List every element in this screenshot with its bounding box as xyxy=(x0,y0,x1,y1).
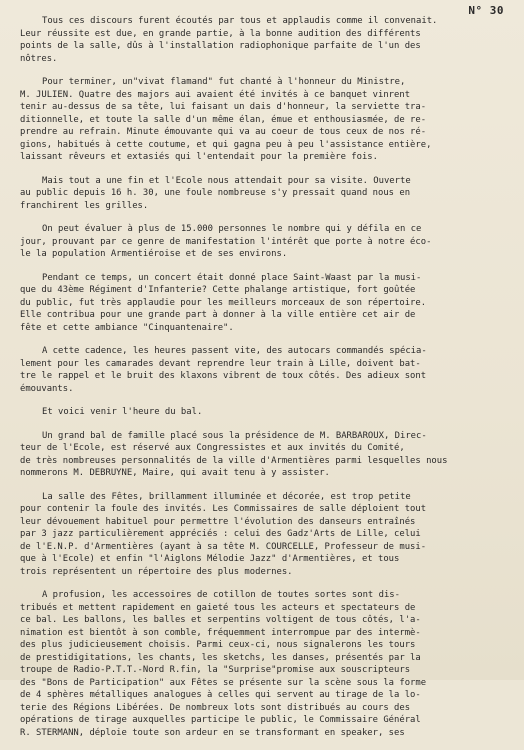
paragraph xyxy=(20,175,514,213)
paragraph xyxy=(20,345,514,395)
paragraph xyxy=(20,272,514,335)
text-line: Un grand bal de famille placé sous la présidence de M. BARBAROUX, Direc- xyxy=(42,430,427,441)
text-line: fête et cette ambiance "Cinquantenaire". xyxy=(20,322,234,333)
paragraph xyxy=(20,430,514,480)
text-line: gions, habitués à cette coutume, et qui gagna peu à peu l'assistance entière, xyxy=(20,139,432,150)
text-line: nôtres. xyxy=(20,53,58,64)
text-line: de très nombreuses personnalités de la ville d'Armentières parmi lesquelles nous xyxy=(20,455,448,466)
text-line: par 3 jazz particulièrement appréciés : celui des Gadz'Arts de Lille, celui xyxy=(20,529,421,539)
text-line: points de la salle, dûs à l'installation radiophonique parfaite de l'un des xyxy=(20,41,421,51)
paragraph xyxy=(20,589,514,739)
text-line: A cette cadence, les heures passent vite, des autocars commandés spécia- xyxy=(42,346,427,356)
text-line: opérations de tirage auxquelles participe le public, le Commissaire Général xyxy=(20,715,421,725)
text-line: Mais tout a une fin et l'Ecole nous attendait pour sa visite. Ouverte xyxy=(42,175,411,186)
text-line: prendre au refrain. Minute émouvante qui va au coeur de tous ceux de nos ré- xyxy=(20,127,427,137)
text-line: La salle des Fêtes, brillamment illuminée et décorée, est trop petite xyxy=(42,491,411,502)
text-line: pour contenir la foule des invités. Les Commissaires de salle déploient tout xyxy=(20,504,427,514)
text-line: A profusion, les accessoires de cotillon de toutes sortes sont dis- xyxy=(42,590,400,600)
body-text xyxy=(20,15,514,750)
paragraph xyxy=(20,76,514,164)
text-line: émouvants. xyxy=(20,383,74,394)
text-line: ditionnelle, et toute la salle d'un même élan, émue et enthousiasmée, de re- xyxy=(20,114,427,125)
text-line: troupe de Radio-P.T.T.-Nord R.fin, la "Surprise"promise aux souscripteurs xyxy=(20,665,411,675)
text-line: trois représentent un répertoire des plus modernes. xyxy=(20,566,293,577)
text-line: Elle contribua pour une grande part à donner à la ville entière cet air de xyxy=(20,310,416,320)
text-line: laissant rêveurs et extasiés qui l'entendait pour la première fois. xyxy=(20,152,378,162)
text-line: le la population Armentiéroise et de ses environs. xyxy=(20,249,288,259)
paragraph xyxy=(20,406,514,419)
text-line: Pour terminer, un"vivat flamand" fut chanté à l'honneur du Ministre, xyxy=(42,77,406,87)
text-line: On peut évaluer à plus de 15.000 personnes le nombre qui y défila en ce xyxy=(42,224,422,234)
text-line: teur de l'Ecole, est réservé aux Congressistes et aux invités du Comité, xyxy=(20,443,405,453)
text-line: leur dévouement habituel pour permettre l'évolution des danseurs entraînés xyxy=(20,516,416,527)
paragraph xyxy=(20,491,514,579)
text-line: des "Bons de Participation" aux Fêtes se présente sur la scène sous la forme xyxy=(20,677,427,688)
text-line: R. STERMANN, déploie toute son ardeur en se transformant en speaker, ses xyxy=(20,727,405,738)
text-line: nommerons M. DEBRUYNE, Maire, qui avait tenu à y assister. xyxy=(20,468,330,478)
text-line: Tous ces discours furent écoutés par tous et applaudis comme il convenait. xyxy=(42,16,438,26)
text-line: que à l'Ecole) et enfin "l'Aiglons Mélodie Jazz" d'Armentières, et tous xyxy=(20,554,400,564)
text-line: jour, prouvant par ce genre de manifestation l'intérêt que porte à notre éco- xyxy=(20,236,432,247)
text-line: tenir au-dessus de sa tête, lui faisant un dais d'honneur, la serviette tra- xyxy=(20,102,427,112)
text-line: Leur réussite est due, en grande partie, à la bonne audition des différents xyxy=(20,28,421,39)
text-line: tribués et mettent rapidement en gaieté tous les acteurs et spectateurs de xyxy=(20,602,416,613)
text-line: terie des Régions Libérées. De nombreux lots sont distribués au cours des xyxy=(20,702,411,713)
text-line: des plus judicieusement choisis. Parmi ceux-ci, nous signalerons les tours xyxy=(20,640,416,650)
text-line: de 4 sphères métalliques analogues à celles qui servent au tirage de la lo- xyxy=(20,690,421,700)
text-line: franchirent les grilles. xyxy=(20,200,149,211)
text-line: nimation est bientôt à son comble, fréquemment interrompue par des intermè- xyxy=(20,627,421,638)
text-line: Et voici venir l'heure du bal. xyxy=(42,407,203,417)
text-line: au public depuis 16 h. 30, une foule nombreuse s'y pressait quand nous en xyxy=(20,188,411,198)
paragraph xyxy=(20,223,514,261)
page-number: N° 30 xyxy=(468,4,504,17)
text-line: lement pour les camarades devant reprendre leur train à Lille, doivent bat- xyxy=(20,358,421,369)
text-line: M. JULIEN. Quatre des majors aui avaient été invités à ce banquet vinrent xyxy=(20,89,411,100)
text-line: tre le rappel et le bruit des klaxons vibrent de toux côtés. Des adieux sont xyxy=(20,371,427,381)
text-line: que du 43ème Régiment d'Infanterie? Cette phalange artistique, fort goûtée xyxy=(20,285,416,295)
paragraph xyxy=(20,15,514,65)
text-line: du public, fut très applaudie pour les meilleurs morceaux de son répertoire. xyxy=(20,297,427,308)
text-line: ce bal. Les ballons, les balles et serpentins voltigent de tous côtés, l'a- xyxy=(20,615,421,625)
text-line: de l'E.N.P. d'Armentières (ayant à sa tête M. COURCELLE, Professeur de musi- xyxy=(20,541,427,552)
text-line: de prestidigitations, les chants, les sketchs, les danses, présentés par la xyxy=(20,652,421,663)
text-line: Pendant ce temps, un concert était donné place Saint-Waast par la musi- xyxy=(42,272,422,283)
